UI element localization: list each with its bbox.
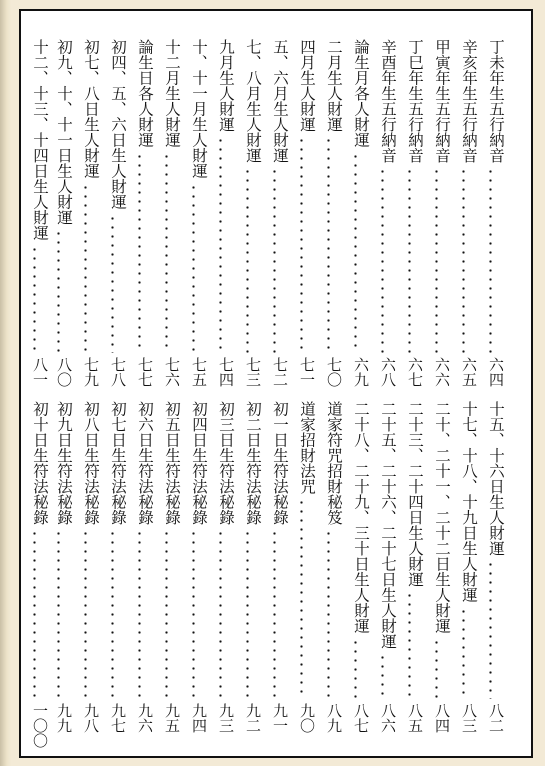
- toc-column: [288, 39, 316, 749]
- toc-entry-title: 四月生人財運: [298, 39, 316, 132]
- toc-entry-page: 九二: [244, 703, 262, 733]
- toc-entry-title: 初七、八日生人財運: [82, 39, 100, 179]
- toc-entry-title: 十、十一月生人財運: [190, 39, 208, 179]
- leader-dots: [192, 529, 195, 699]
- toc-entry-page: 七一: [298, 357, 316, 387]
- leader-dots: [462, 607, 465, 699]
- leader-dots: [57, 229, 60, 353]
- toc-column: [234, 39, 262, 749]
- toc-entry-title: 初三日生符法秘錄: [217, 401, 235, 525]
- toc-entry-title: 十七、十八、十九日生人財運: [460, 401, 478, 603]
- toc-entry-page: 九五: [163, 703, 181, 733]
- toc-entry-page: 九一: [271, 703, 289, 733]
- leader-dots: [138, 529, 141, 699]
- toc-entry-title: 初八日生符法秘錄: [82, 401, 100, 525]
- toc-entry-title: 初一日生符法秘錄: [271, 401, 289, 525]
- leader-dots: [408, 591, 411, 699]
- toc-entry-title: 初四日生符法秘錄: [190, 401, 208, 525]
- leader-dots: [408, 167, 411, 353]
- toc-entry-title: 辛亥年生五行納音: [460, 39, 478, 163]
- leader-dots: [489, 560, 492, 699]
- toc-column: [423, 39, 451, 749]
- leader-dots: [246, 529, 249, 699]
- toc-entry-title: 十二、十三、十四日生人財運: [31, 39, 49, 241]
- leader-dots: [138, 152, 141, 353]
- toc-entry-page: 八二: [487, 703, 505, 733]
- leader-dots: [246, 167, 249, 353]
- toc-entry-title: 初十日生符法秘錄: [31, 401, 49, 525]
- leader-dots: [489, 167, 492, 353]
- toc-entry-page: 九八: [82, 703, 100, 733]
- toc-column: [396, 39, 424, 749]
- toc-entry-page: 六六: [433, 357, 451, 387]
- toc-entry-title: 初二日生符法秘錄: [244, 401, 262, 525]
- leader-dots: [327, 136, 330, 353]
- toc-entry-title: 七、八月生人財運: [244, 39, 262, 163]
- leader-dots: [111, 529, 114, 699]
- toc-entry-page: 六七: [406, 357, 424, 387]
- leader-dots: [327, 529, 330, 699]
- toc-entry-page: 八六: [379, 703, 397, 733]
- leader-dots: [435, 167, 438, 353]
- toc-entry-page: 七六: [163, 357, 181, 387]
- toc-column: [207, 39, 235, 749]
- toc-entry-page: 八一: [31, 357, 49, 387]
- toc-entry-page: 七八: [109, 357, 127, 387]
- leader-dots: [165, 529, 168, 699]
- leader-dots: [84, 529, 87, 699]
- toc-column: [21, 39, 49, 749]
- toc-entry-page: 八九: [325, 703, 343, 733]
- leader-dots: [111, 214, 114, 353]
- toc-entry-page: 九九: [55, 703, 73, 733]
- leader-dots: [192, 183, 195, 353]
- toc-entry-page: 七〇: [325, 357, 343, 387]
- toc-entry-page: 七九: [82, 357, 100, 387]
- toc-entry-page: 八三: [460, 703, 478, 733]
- toc-entry-page: 七三: [244, 357, 262, 387]
- toc-column: [72, 39, 100, 749]
- toc-entry-page: 九六: [136, 703, 154, 733]
- toc-column: [342, 39, 370, 749]
- leader-dots: [165, 152, 168, 353]
- toc-entry-title: 道家招財法咒: [298, 401, 316, 494]
- toc-column: [369, 39, 397, 749]
- toc-column: [450, 39, 478, 749]
- leader-dots: [57, 529, 60, 699]
- leader-dots: [273, 529, 276, 699]
- toc-entry-title: 初九、十、十一日生人財運: [55, 39, 73, 225]
- toc-entry-title: 論生日各人財運: [136, 39, 154, 148]
- leader-dots: [381, 653, 384, 699]
- toc-entry-page: 六五: [460, 357, 478, 387]
- toc-entry-page: 八五: [406, 703, 424, 733]
- leader-dots: [354, 152, 357, 353]
- toc-entry-title: 初五日生符法秘錄: [163, 401, 181, 525]
- toc-entry-page: 九三: [217, 703, 235, 733]
- toc-entry-title: 五、六月生人財運: [271, 39, 289, 163]
- toc-page: [19, 9, 533, 758]
- toc-entry-title: 二月生人財運: [325, 39, 343, 132]
- leader-dots: [219, 136, 222, 353]
- toc-entry-title: 二十八、二十九、三十日生人財運: [352, 401, 370, 634]
- toc-entry-title: 二十五、二十六、二十七日生人財運: [379, 401, 397, 649]
- toc-entry-title: 甲寅年生五行納音: [433, 39, 451, 163]
- toc-column: [99, 39, 127, 749]
- toc-entry-title: 辛酉年生五行納音: [379, 39, 397, 163]
- leader-dots: [84, 183, 87, 353]
- leader-dots: [273, 167, 276, 353]
- toc-entry-title: 十二月生人財運: [163, 39, 181, 148]
- toc-entry-title: 初四、五、六日生人財運: [109, 39, 127, 210]
- toc-entry-title: 道家符咒招財秘笈: [325, 401, 343, 525]
- toc-column: [126, 39, 154, 749]
- toc-entry-title: 初七日生符法秘錄: [109, 401, 127, 525]
- toc-column: [45, 39, 73, 749]
- toc-column: [315, 39, 343, 749]
- toc-entry-page: 一〇〇: [31, 703, 49, 748]
- leader-dots: [462, 167, 465, 353]
- leader-dots: [33, 245, 36, 353]
- toc-column: [180, 39, 208, 749]
- toc-column: [153, 39, 181, 749]
- toc-entry-page: 八七: [352, 703, 370, 733]
- toc-entry-page: 六四: [487, 357, 505, 387]
- toc-entry-title: 丁巳年生五行納音: [406, 39, 424, 163]
- toc-entry-title: 論生月各人財運: [352, 39, 370, 148]
- toc-entry-page: 七五: [190, 357, 208, 387]
- toc-entry-title: 十五、十六日生人財運: [487, 401, 505, 556]
- toc-column: [261, 39, 289, 749]
- toc-entry-title: 九月生人財運: [217, 39, 235, 132]
- book-spine-shadow: [0, 0, 11, 766]
- toc-entry-title: 丁未年生五行納音: [487, 39, 505, 163]
- toc-entry-title: 二十三、二十四日生人財運: [406, 401, 424, 587]
- toc-column: [477, 39, 505, 749]
- toc-entry-page: 六九: [352, 357, 370, 387]
- toc-entry-page: 九〇: [298, 703, 316, 733]
- toc-entry-page: 九四: [190, 703, 208, 733]
- toc-entry-page: 六八: [379, 357, 397, 387]
- toc-entry-page: 七七: [136, 357, 154, 387]
- toc-entry-title: 二十、二十一、二十二日生人財運: [433, 401, 451, 634]
- toc-entry-page: 九七: [109, 703, 127, 733]
- leader-dots: [381, 167, 384, 353]
- toc-entry-page: 七四: [217, 357, 235, 387]
- toc-entry-title: 初六日生符法秘錄: [136, 401, 154, 525]
- leader-dots: [300, 498, 303, 699]
- leader-dots: [435, 638, 438, 699]
- toc-entry-page: 八〇: [55, 357, 73, 387]
- toc-entry-page: 七二: [271, 357, 289, 387]
- leader-dots: [300, 136, 303, 353]
- leader-dots: [33, 529, 36, 699]
- leader-dots: [354, 638, 357, 699]
- toc-entry-page: 八四: [433, 703, 451, 733]
- leader-dots: [219, 529, 222, 699]
- toc-entry-title: 初九日生符法秘錄: [55, 401, 73, 525]
